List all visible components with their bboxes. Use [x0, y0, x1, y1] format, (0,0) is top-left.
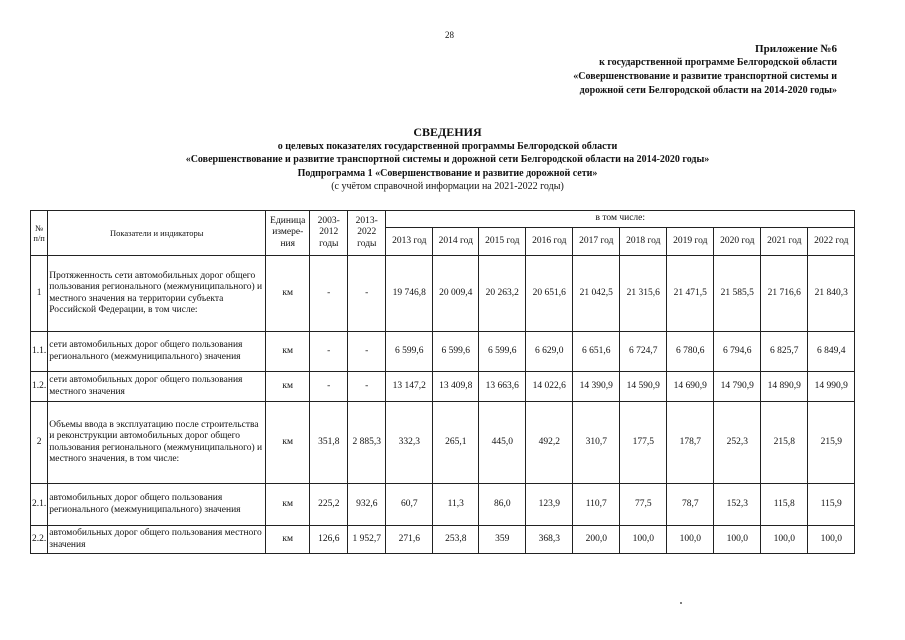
row-value: 13 663,6 — [479, 372, 526, 402]
row-value: 100,0 — [761, 526, 808, 554]
row-value: 60,7 — [386, 484, 433, 526]
row-value: 492,2 — [526, 402, 573, 484]
row-value: 77,5 — [620, 484, 667, 526]
row-value: 332,3 — [386, 402, 433, 484]
header-including: в том числе: — [386, 211, 855, 228]
header-2003-2012: 2003-2012 годы — [310, 211, 348, 256]
row-value: 6 599,6 — [386, 332, 433, 372]
row-num: 2.1. — [31, 484, 48, 526]
row-value: 21 585,5 — [714, 256, 761, 332]
row-value: 11,3 — [433, 484, 479, 526]
row-value: 6 599,6 — [479, 332, 526, 372]
indicators-table — [30, 210, 855, 554]
heading-line: о целевых показателях государственной программы Белгородской области — [277, 140, 618, 152]
row-value: 110,7 — [573, 484, 620, 526]
row-2013-2022: - — [348, 332, 386, 372]
row-value: 100,0 — [620, 526, 667, 554]
row-value: 14 690,9 — [667, 372, 714, 402]
page-number: 28 — [445, 30, 454, 40]
header-year: 2013 год — [386, 228, 433, 256]
header-year: 2017 год — [573, 228, 620, 256]
heading-line: «Совершенствование и развитие транспортной системы и дорожной сети Белгородской области на 2014-2020 годы» — [185, 154, 710, 165]
appendix-line: к государственной программе Белгородской области — [599, 57, 837, 68]
row-value: 6 629,0 — [526, 332, 573, 372]
appendix-line: «Совершенствование и развитие транспортной системы и — [573, 71, 837, 82]
row-value: 20 009,4 — [433, 256, 479, 332]
row-value: 253,8 — [433, 526, 479, 554]
document-heading — [0, 126, 895, 194]
row-2013-2022: 2 885,3 — [348, 402, 386, 484]
row-value: 21 042,5 — [573, 256, 620, 332]
row-num: 2 — [31, 402, 48, 484]
row-value: 14 790,9 — [714, 372, 761, 402]
row-value: 14 890,9 — [761, 372, 808, 402]
row-indicator: Объемы ввода в эксплуатацию после строительства и реконструкции автомобильных дорог общего пользования регионального (межмуниципального) и местного значения, в том числе: — [48, 402, 266, 484]
table-row — [31, 484, 855, 526]
row-indicator: сети автомобильных дорог общего пользования регионального (межмуниципального) значения — [48, 332, 266, 372]
row-value: 21 315,6 — [620, 256, 667, 332]
table-row — [31, 402, 855, 484]
row-value: 78,7 — [667, 484, 714, 526]
table-row — [31, 256, 855, 332]
row-value: 6 794,6 — [714, 332, 761, 372]
header-year: 2020 год — [714, 228, 761, 256]
row-value: 20 263,2 — [479, 256, 526, 332]
row-value: 177,5 — [620, 402, 667, 484]
header-year: 2015 год — [479, 228, 526, 256]
row-unit: км — [266, 256, 310, 332]
row-value: 21 471,5 — [667, 256, 714, 332]
row-value: 20 651,6 — [526, 256, 573, 332]
row-value: 6 825,7 — [761, 332, 808, 372]
row-value: 13 147,2 — [386, 372, 433, 402]
row-value: 86,0 — [479, 484, 526, 526]
header-unit: Единица измере-ния — [266, 211, 310, 256]
row-value: 215,8 — [761, 402, 808, 484]
row-num: 1 — [31, 256, 48, 332]
header-year: 2014 год — [433, 228, 479, 256]
row-value: 445,0 — [479, 402, 526, 484]
row-value: 271,6 — [386, 526, 433, 554]
row-value: 123,9 — [526, 484, 573, 526]
row-value: 6 599,6 — [433, 332, 479, 372]
row-num: 1.2. — [31, 372, 48, 402]
header-year: 2018 год — [620, 228, 667, 256]
row-value: 368,3 — [526, 526, 573, 554]
row-2013-2022: 1 952,7 — [348, 526, 386, 554]
row-value: 14 590,9 — [620, 372, 667, 402]
row-unit: км — [266, 372, 310, 402]
row-2003-2012: - — [310, 372, 348, 402]
header-year: 2021 год — [761, 228, 808, 256]
document-title: СВЕДЕНИЯ — [413, 125, 482, 139]
header-year: 2016 год — [526, 228, 573, 256]
row-indicator: Протяженность сети автомобильных дорог общего пользования регионального (межмуниципального) и местного значения на территории субъекта Российской Федерации, в том числе: — [48, 256, 266, 332]
row-value: 21 716,6 — [761, 256, 808, 332]
header-year: 2022 год — [808, 228, 855, 256]
row-value: 252,3 — [714, 402, 761, 484]
row-2003-2012: - — [310, 256, 348, 332]
row-num: 1.1. — [31, 332, 48, 372]
row-2003-2012: 351,8 — [310, 402, 348, 484]
row-2003-2012: 126,6 — [310, 526, 348, 554]
scan-speck — [680, 602, 682, 604]
table-row — [31, 526, 855, 554]
heading-note: (с учётом справочной информации на 2021-2022 годы) — [331, 181, 564, 192]
row-value: 14 022,6 — [526, 372, 573, 402]
row-value: 14 390,9 — [573, 372, 620, 402]
row-value: 115,9 — [808, 484, 855, 526]
row-value: 6 780,6 — [667, 332, 714, 372]
row-unit: км — [266, 402, 310, 484]
row-value: 215,9 — [808, 402, 855, 484]
row-2003-2012: - — [310, 332, 348, 372]
row-2013-2022: - — [348, 256, 386, 332]
row-value: 21 840,3 — [808, 256, 855, 332]
row-value: 359 — [479, 526, 526, 554]
appendix-line: дорожной сети Белгородской области на 2014-2020 годы» — [579, 85, 837, 96]
row-value: 14 990,9 — [808, 372, 855, 402]
row-value: 100,0 — [667, 526, 714, 554]
row-value: 310,7 — [573, 402, 620, 484]
table-row — [31, 372, 855, 402]
header-num: № п/п — [31, 211, 48, 256]
row-value: 6 724,7 — [620, 332, 667, 372]
row-2013-2022: - — [348, 372, 386, 402]
row-2003-2012: 225,2 — [310, 484, 348, 526]
row-value: 100,0 — [808, 526, 855, 554]
row-unit: км — [266, 484, 310, 526]
row-value: 6 849,4 — [808, 332, 855, 372]
row-value: 19 746,8 — [386, 256, 433, 332]
header-indicator: Показатели и индикаторы — [48, 211, 266, 256]
row-value: 100,0 — [714, 526, 761, 554]
row-value: 6 651,6 — [573, 332, 620, 372]
row-value: 115,8 — [761, 484, 808, 526]
subprogram-title: Подпрограмма 1 «Совершенствование и развитие дорожной сети» — [297, 167, 598, 179]
row-value: 13 409,8 — [433, 372, 479, 402]
row-unit: км — [266, 526, 310, 554]
row-value: 265,1 — [433, 402, 479, 484]
row-value: 152,3 — [714, 484, 761, 526]
row-num: 2.2. — [31, 526, 48, 554]
row-2013-2022: 932,6 — [348, 484, 386, 526]
row-unit: км — [266, 332, 310, 372]
header-2013-2022: 2013-2022 годы — [348, 211, 386, 256]
row-indicator: автомобильных дорог общего пользования регионального (межмуниципального) значения — [48, 484, 266, 526]
appendix-block — [573, 42, 837, 98]
row-indicator: автомобильных дорог общего пользования местного значения — [48, 526, 266, 554]
row-value: 200,0 — [573, 526, 620, 554]
table-row — [31, 332, 855, 372]
row-value: 178,7 — [667, 402, 714, 484]
row-indicator: сети автомобильных дорог общего пользования местного значения — [48, 372, 266, 402]
appendix-title: Приложение №6 — [755, 43, 837, 55]
header-year: 2019 год — [667, 228, 714, 256]
